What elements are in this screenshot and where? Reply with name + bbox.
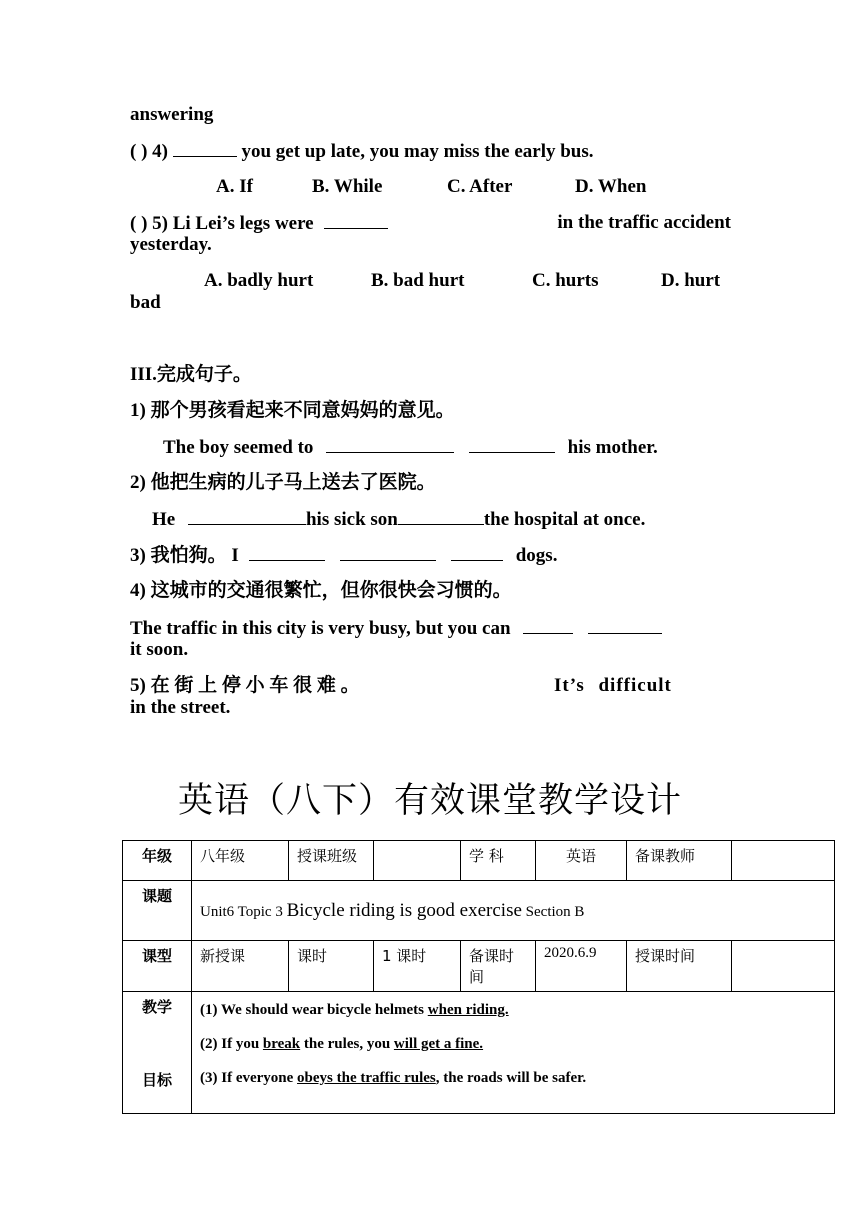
period-value: 1 课时 (374, 941, 461, 992)
s2-blank-1 (188, 508, 306, 525)
subject-value: 英语 (536, 841, 627, 881)
s3-line (130, 544, 557, 567)
s1-blank-1 (326, 436, 454, 453)
s5-chinese: 5) 在 街 上 停 小 车 很 难 。 (130, 675, 360, 696)
s2-blank-2 (398, 508, 484, 525)
s3-text: 3) 我怕狗。 I (130, 545, 239, 566)
q4-option-b: B. While (312, 176, 383, 197)
lesson-plan-table (122, 840, 835, 1114)
q5-text: in the traffic accident (557, 212, 731, 233)
obj1-text: (1) We should wear bicycle helmets (200, 1002, 428, 1018)
topic-title: Bicycle riding is good exercise (286, 899, 522, 921)
class-label: 授课班级 (289, 841, 374, 881)
topic-value (192, 881, 835, 941)
objective-2 (200, 1036, 826, 1053)
q5-option-d: D. hurt (661, 270, 721, 291)
q4-option-d: D. When (575, 176, 647, 197)
topic-section: Section B (521, 903, 585, 920)
objectives-label (123, 992, 192, 1114)
q4-option-c: C. After (447, 176, 513, 197)
obj2-underlined-b: will get a fine. (393, 1036, 484, 1052)
q5-continuation: yesterday. (130, 234, 212, 255)
s4-text: The traffic in this city is very busy, but you can (130, 618, 511, 639)
table-row (123, 881, 835, 941)
s2-english (152, 508, 645, 531)
obj2-underlined-a: break (262, 1036, 301, 1052)
section3-heading: III.完成句子。 (130, 364, 252, 385)
q4-blank (173, 140, 237, 157)
document-title: 英语（八下）有效课堂教学设计 (177, 781, 682, 821)
obj2-text-b: the rules, you (300, 1036, 394, 1052)
s2-text-a: He (152, 509, 176, 530)
s2-chinese: 2) 他把生病的儿子马上送去了医院。 (130, 472, 436, 493)
table-row (123, 992, 835, 1114)
s5-english: It’s difficult (554, 675, 672, 696)
objective-1 (200, 1002, 826, 1019)
s2-text-b: his sick son (305, 509, 398, 530)
question-4 (130, 140, 594, 163)
type-value: 新授课 (192, 941, 289, 992)
carry-over-text: answering (130, 104, 214, 125)
period-label: 课时 (289, 941, 374, 992)
topic-label: 课题 (123, 881, 192, 941)
obj3-text-a: (3) If everyone (200, 1070, 298, 1086)
q4-option-a: A. If (216, 176, 253, 197)
teach-time-label: 授课时间 (627, 941, 732, 992)
table-row (123, 841, 835, 881)
q5-blank (324, 212, 388, 229)
s1-english (163, 436, 658, 459)
s3-end: dogs. (515, 545, 558, 566)
question-5 (130, 212, 730, 235)
obj3-text-b: , the roads will be safer. (435, 1070, 587, 1086)
s1-chinese: 1) 那个男孩看起来不同意妈妈的意见。 (130, 400, 455, 421)
s4-blank-2 (588, 617, 662, 634)
objectives-content (192, 992, 835, 1114)
s4-continuation: it soon. (130, 639, 189, 660)
teach-time-value (732, 941, 835, 992)
teacher-value (732, 841, 835, 881)
topic-unit: Unit6 Topic 3 (200, 903, 287, 920)
q4-number: ( ) 4) (130, 141, 168, 162)
objective-3 (200, 1070, 826, 1087)
q5-number: ( ) 5) Li Lei’s legs were (130, 213, 314, 234)
obj2-text-a: (2) If you (200, 1036, 263, 1052)
s3-blank-1 (249, 544, 325, 561)
obj3-underlined: obeys the traffic rules (297, 1070, 436, 1086)
table-row (123, 941, 835, 992)
type-label: 课型 (123, 941, 192, 992)
objectives-label-bottom: 目标 (141, 1071, 172, 1089)
s5-continuation: in the street. (130, 697, 231, 718)
q5-option-a: A. badly hurt (204, 270, 314, 291)
q5-option-wrap: bad (130, 292, 161, 313)
obj1-underlined: when riding. (427, 1002, 509, 1018)
q4-text: you get up late, you may miss the early bus. (241, 141, 594, 162)
s4-chinese: 4) 这城市的交通很繁忙，但你很快会习惯的。 (130, 580, 512, 601)
class-value (374, 841, 461, 881)
grade-value: 八年级 (192, 841, 289, 881)
teacher-label: 备课教师 (627, 841, 732, 881)
s4-english (130, 617, 662, 640)
s1-text-a: The boy seemed to (163, 437, 314, 458)
prep-time-label: 备课时间 (461, 941, 536, 992)
s2-text-c: the hospital at once. (483, 509, 646, 530)
s3-blank-2 (340, 544, 436, 561)
s3-blank-3 (451, 544, 503, 561)
s1-blank-2 (469, 436, 555, 453)
objectives-label-top: 教学 (141, 998, 172, 1016)
grade-label: 年级 (123, 841, 192, 881)
subject-label: 学 科 (461, 841, 536, 881)
prep-time-value: 2020.6.9 (536, 941, 627, 992)
q5-option-b: B. bad hurt (371, 270, 465, 291)
q5-option-c: C. hurts (532, 270, 599, 291)
s1-text-b: his mother. (567, 437, 658, 458)
s4-blank-1 (523, 617, 573, 634)
